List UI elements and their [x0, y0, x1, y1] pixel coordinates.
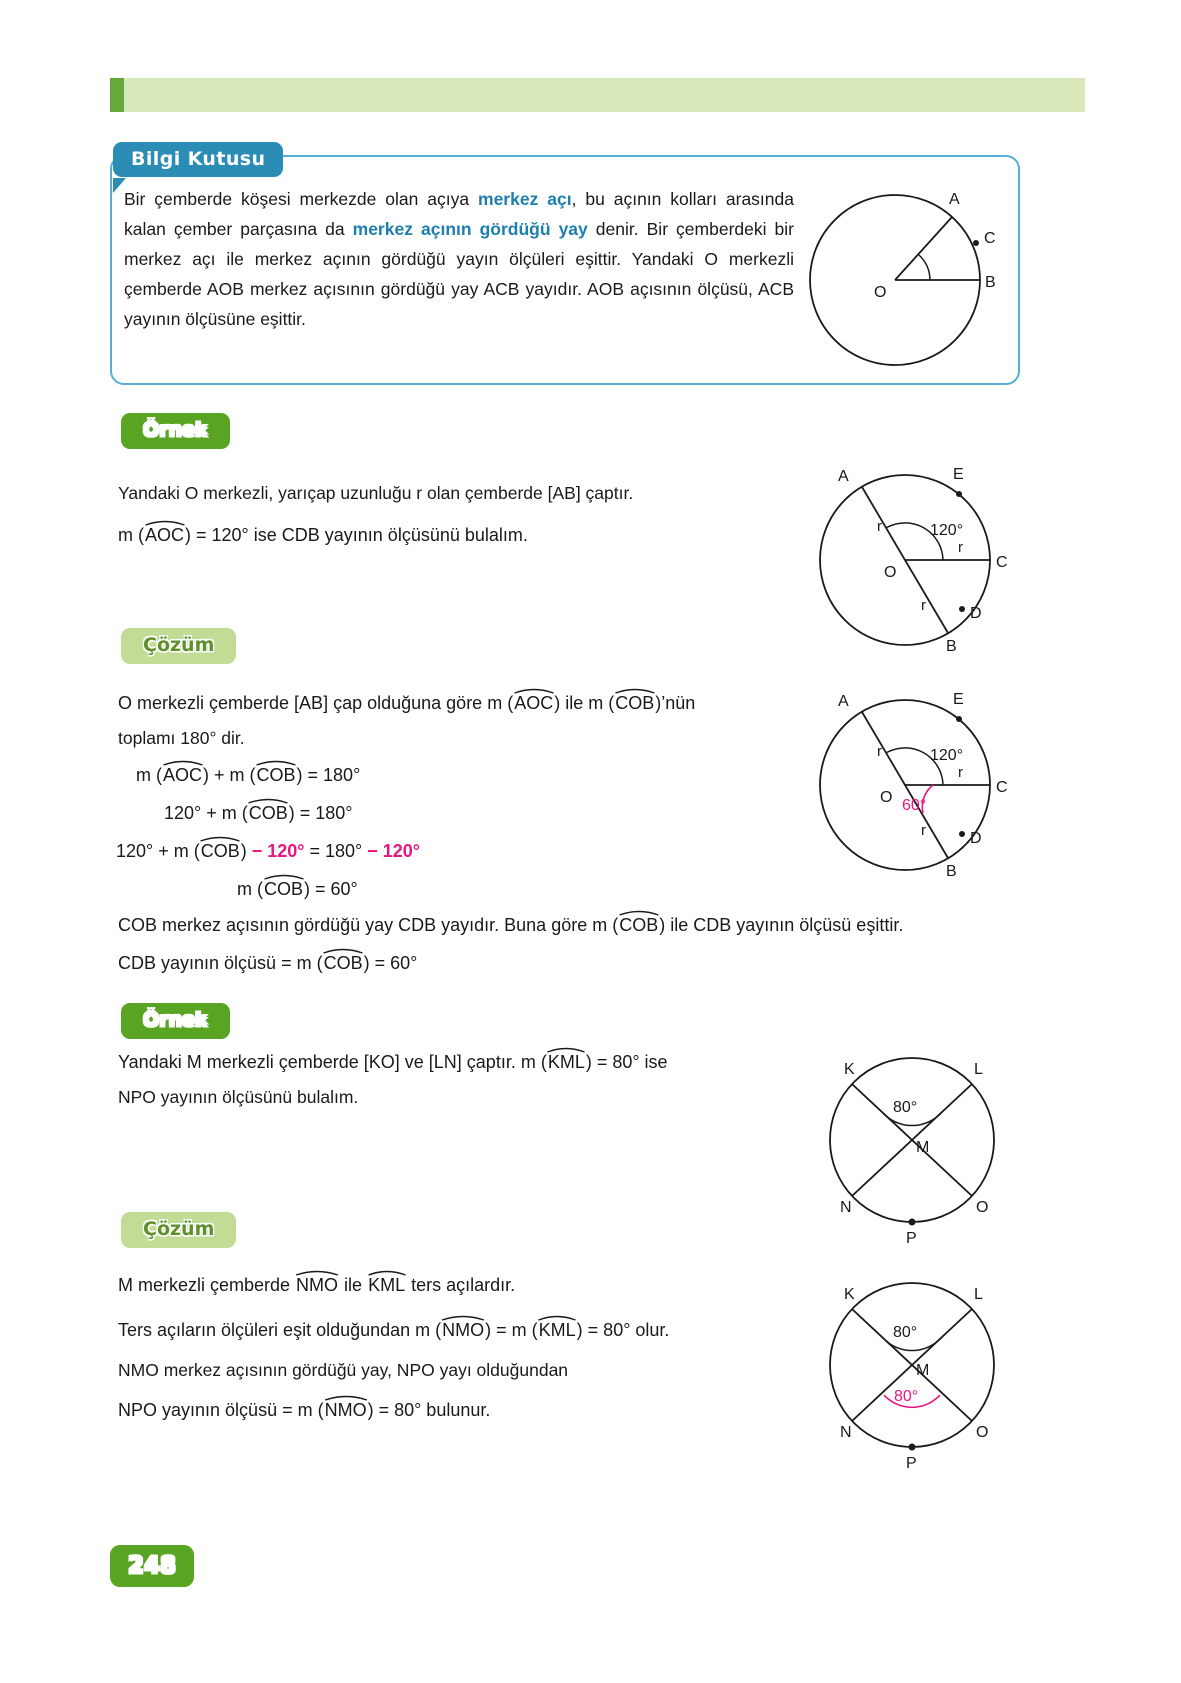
figure-label-a: A — [838, 468, 849, 485]
figure-label-r3: r — [921, 597, 926, 614]
figure-label-c: C — [996, 554, 1008, 571]
figure-angle-120: 120° — [930, 747, 964, 764]
arc-cap — [323, 946, 364, 954]
arc-notation — [256, 765, 297, 786]
figure-label-m: M — [916, 1139, 930, 1156]
solution2-figure — [810, 1265, 1025, 1475]
arc-cap — [547, 1045, 586, 1053]
arc-cap — [614, 686, 655, 694]
figure-angle-60: 60° — [902, 797, 927, 814]
example1-figure — [810, 455, 1025, 670]
figure-label-e: E — [953, 691, 964, 708]
solution1-figure — [810, 680, 1025, 895]
eq-pre: m ( — [237, 879, 263, 899]
arc-label: COB — [264, 879, 304, 899]
arc-notation — [441, 1320, 485, 1341]
header-band — [110, 78, 1085, 112]
solution1-closing — [118, 915, 903, 936]
final-b: ) = 60° — [363, 953, 418, 973]
info-text-2: , bu açının kolları arasında kalan çember parçasına da — [124, 189, 794, 239]
s2-line1-b: ile — [339, 1275, 368, 1295]
s2-line4-b: ) = 80° bulunur. — [367, 1400, 491, 1420]
info-box-figure — [800, 175, 1015, 375]
arc-notation — [162, 765, 203, 786]
example1-badge: Örnek — [121, 413, 230, 449]
arc-label: NMO — [296, 1275, 339, 1295]
solution1-intro-b: ) ile m ( — [554, 693, 615, 713]
solution2-line3: NMO merkez açısının gördüğü yay, NPO yayı olduğundan — [118, 1360, 569, 1380]
eq-pre: m ( — [136, 765, 162, 785]
page-number: 248 — [110, 1545, 194, 1587]
arc-notation — [538, 1320, 577, 1341]
arc-label: KML — [538, 1320, 576, 1340]
arc-cap — [295, 1268, 339, 1276]
arc-cap — [441, 1313, 485, 1321]
solution1-badge: Çözüm — [121, 628, 236, 664]
figure-label-r2: r — [958, 764, 963, 781]
arc-label: COB — [323, 953, 363, 973]
figure-label-r3: r — [921, 822, 926, 839]
figure-label-o: O — [874, 284, 887, 301]
example2-badge: Örnek — [121, 1003, 230, 1039]
solution1-eq1 — [136, 765, 360, 786]
arc-label: NMO — [324, 1400, 367, 1420]
arc-label: NMO — [442, 1320, 485, 1340]
arc-cap — [144, 518, 185, 526]
s2-line2-c: ) = 80° olur. — [576, 1320, 670, 1340]
solution2-line4 — [118, 1400, 490, 1421]
eq-post: ) = 180° — [288, 803, 353, 823]
header-band-tab — [110, 78, 124, 112]
arc-cap — [248, 796, 289, 804]
solution1-eq2 — [164, 803, 353, 824]
example2-line2: NPO yayının ölçüsünü bulalım. — [118, 1087, 359, 1107]
figure-label-l: L — [974, 1286, 983, 1303]
solution1-intro-line2: toplamı 180° dir. — [118, 728, 245, 748]
final-a: CDB yayının ölçüsü = m ( — [118, 953, 323, 973]
figure-label-p: P — [906, 1455, 917, 1472]
closing-b: ) ile CDB yayının ölçüsü eşittir. — [659, 915, 904, 935]
figure-label-b: B — [946, 863, 957, 880]
info-box-text — [124, 184, 794, 334]
example1-line2-prefix: m ( — [118, 525, 144, 545]
arc-label: COB — [200, 841, 240, 861]
figure-label-o: O — [880, 789, 893, 806]
arc-label: COB — [256, 765, 296, 785]
example2-figure — [810, 1040, 1025, 1250]
arc-notation — [547, 1052, 586, 1073]
solution1-final — [118, 953, 417, 974]
figure-label-k: K — [844, 1061, 855, 1078]
example1-line2 — [118, 525, 528, 546]
figure-label-c: C — [996, 779, 1008, 796]
eq-equals: = 180° — [304, 841, 368, 861]
info-box-badge: Bilgi Kutusu — [113, 142, 283, 177]
info-text-3: denir. Bir çemberdeki bir merkez açı ile merkez açının gördüğü yayın ölçüleri eşittir. Yandaki O merkezli çemberde AOB merkez açısının gördüğü yay ACB yayıdır. AOB açısının ölçüsü, ACB yayının ölçüsüne eşittir. — [124, 219, 794, 329]
s2-line1-a: M merkezli çemberde — [118, 1275, 296, 1295]
eq-mid: ) — [240, 841, 252, 861]
solution1-intro-line1 — [118, 693, 695, 714]
arc-cap — [200, 834, 241, 842]
arc-cap — [367, 1268, 406, 1276]
figure-label-p: P — [906, 1230, 917, 1247]
figure-label-b: B — [946, 638, 957, 655]
example1-line1: Yandaki O merkezli, yarıçap uzunluğu r olan çemberde [AB] çaptır. — [118, 483, 634, 503]
solution1-intro-c: )’nün — [655, 693, 696, 713]
figure-label-o: O — [976, 1424, 989, 1441]
figure-label-r2: r — [958, 539, 963, 556]
solution1-eq3 — [116, 841, 420, 862]
figure-label-d: D — [970, 830, 982, 847]
example2-line1-b: ) = 80° ise — [585, 1052, 668, 1072]
arc-notation — [144, 525, 185, 546]
arc-notation — [263, 879, 304, 900]
arc-label: COB — [615, 693, 655, 713]
arc-label: AOC — [514, 693, 554, 713]
arc-cap — [618, 908, 659, 916]
example2-line1 — [118, 1052, 668, 1073]
arc-label: KML — [547, 1052, 585, 1072]
arc-notation — [248, 803, 289, 824]
eq-pre: 120° + m ( — [164, 803, 248, 823]
eq-mid: ) + m ( — [203, 765, 256, 785]
eq-minus-2: − 120° — [367, 841, 420, 861]
figure-label-b: B — [985, 274, 996, 291]
solution2-badge: Çözüm — [121, 1212, 236, 1248]
s2-line2-b: ) = m ( — [485, 1320, 538, 1340]
figure-angle-120: 120° — [930, 522, 964, 539]
arc-cap — [513, 686, 554, 694]
example2-line1-a: Yandaki M merkezli çemberde [KO] ve [LN] çaptır. m ( — [118, 1052, 547, 1072]
figure-label-n: N — [840, 1424, 852, 1441]
arc-notation — [200, 841, 241, 862]
arc-label: COB — [619, 915, 659, 935]
solution1-intro-a: O merkezli çemberde [AB] çap olduğuna göre m ( — [118, 693, 514, 713]
figure-label-c: C — [984, 230, 996, 247]
figure-angle-80-bottom: 80° — [894, 1388, 919, 1405]
arc-cap — [263, 872, 304, 880]
eq-post: ) = 180° — [296, 765, 361, 785]
eq-post: ) = 60° — [304, 879, 358, 899]
arc-label: AOC — [163, 765, 203, 785]
info-text-bold-1: merkez açı — [478, 189, 572, 209]
figure-label-k: K — [844, 1286, 855, 1303]
figure-label-o: O — [884, 564, 897, 581]
figure-label-r1: r — [877, 743, 882, 760]
arc-notation — [323, 953, 364, 974]
figure-label-n: N — [840, 1199, 852, 1216]
arc-notation — [513, 693, 554, 714]
closing-a: COB merkez açısının gördüğü yay CDB yayıdır. Buna göre m ( — [118, 915, 619, 935]
solution2-line2 — [118, 1320, 669, 1341]
figure-label-m: M — [916, 1362, 930, 1379]
figure-label-o: O — [976, 1199, 989, 1216]
s2-line2-a: Ters açıların ölçüleri eşit olduğundan m ( — [118, 1320, 442, 1340]
eq-pre: 120° + m ( — [116, 841, 200, 861]
eq-minus-1: − 120° — [251, 841, 305, 861]
figure-label-e: E — [953, 466, 964, 483]
solution1-eq4 — [237, 879, 358, 900]
arc-notation — [614, 693, 655, 714]
arc-cap — [256, 758, 297, 766]
s2-line4-a: NPO yayının ölçüsü = m ( — [118, 1400, 324, 1420]
info-text-1: Bir çemberde köşesi merkezde olan açıya — [124, 189, 479, 209]
figure-angle-80-top: 80° — [893, 1324, 918, 1341]
solution2-line1 — [118, 1275, 515, 1296]
figure-label-d: D — [970, 605, 982, 622]
arc-label: KML — [368, 1275, 406, 1295]
figure-label-a: A — [949, 191, 960, 208]
arc-cap — [324, 1393, 368, 1401]
arc-label: AOC — [145, 525, 185, 545]
example1-line2-suffix: ) = 120° ise CDB yayının ölçüsünü bulalım. — [185, 525, 528, 545]
figure-label-l: L — [974, 1061, 983, 1078]
s2-line1-c: ters açılardır. — [406, 1275, 516, 1295]
arc-notation — [295, 1275, 339, 1296]
arc-notation — [367, 1275, 406, 1296]
figure-label-a: A — [838, 693, 849, 710]
figure-label-r1: r — [877, 518, 882, 535]
figure-angle-80: 80° — [893, 1099, 918, 1116]
arc-notation — [618, 915, 659, 936]
arc-cap — [538, 1313, 577, 1321]
info-text-bold-2: merkez açının gördüğü yay — [352, 219, 588, 239]
arc-label: COB — [248, 803, 288, 823]
info-badge-tail — [113, 178, 126, 193]
arc-cap — [162, 758, 203, 766]
arc-notation — [324, 1400, 368, 1421]
